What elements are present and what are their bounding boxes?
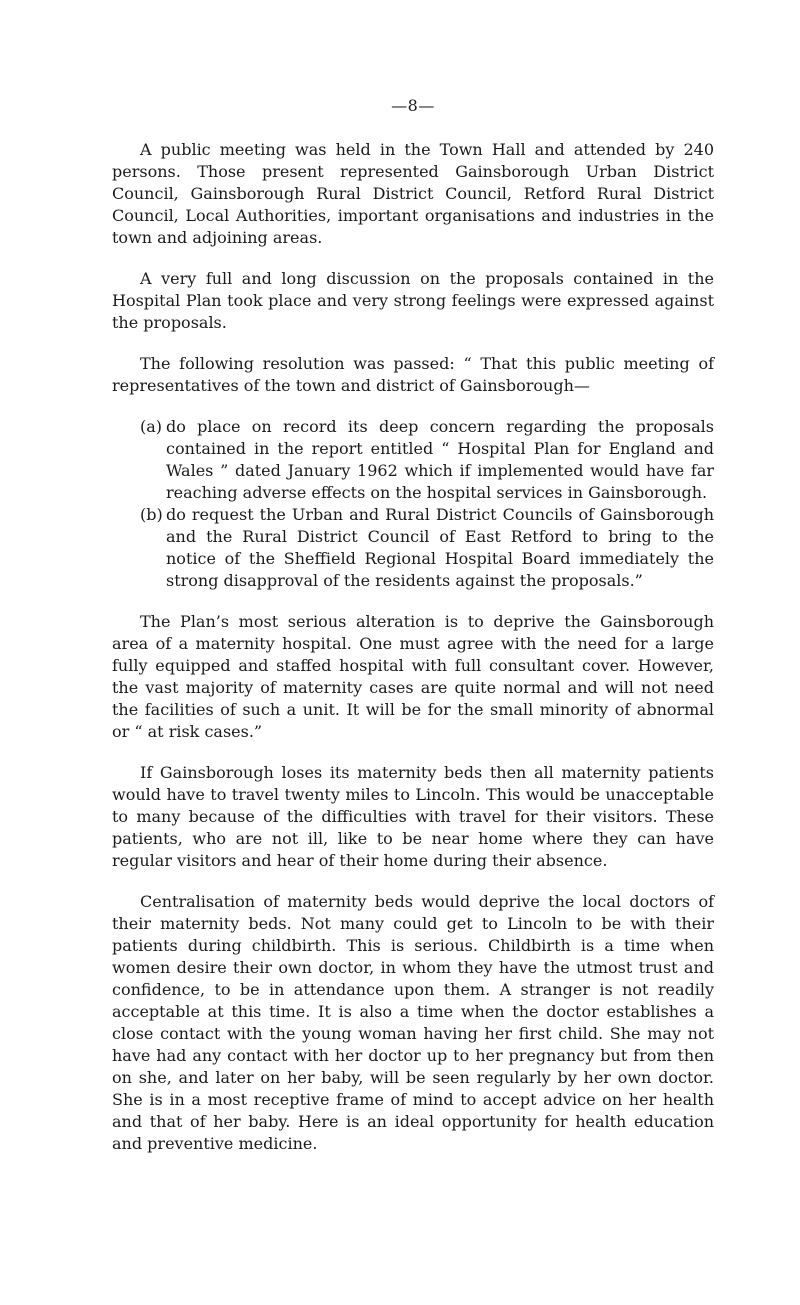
paragraph-travel-to-lincoln: If Gainsborough loses its maternity beds then all maternity patients would have to travel twenty miles to Lincoln. This would be unacceptable to many because of the difficulties with travel for their visitors. These patients, who are not ill, like to be near home where they can have regular visitors and hear of their home during their absence. bbox=[112, 763, 714, 870]
resolution-item-text: do request the Urban and Rural District Councils of Gainsborough and the Rural District Council of East Retford to bring to the notice of the Sheffield Regional Hospital Board immediately the strong disapproval of the residents against the proposals.” bbox=[166, 505, 714, 590]
resolution-item-marker: (a) bbox=[140, 417, 163, 436]
paragraph-discussion: A very full and long discussion on the proposals contained in the Hospital Plan took place and very strong feelings were expressed against the proposals. bbox=[112, 269, 714, 332]
document-page bbox=[112, 96, 714, 1174]
paragraph-resolution-intro: The following resolution was passed: “ That this public meeting of representatives of the town and district of Gainsborough— bbox=[112, 354, 714, 395]
resolution-item-text: do place on record its deep concern regarding the proposals contained in the report entitled “ Hospital Plan for England and Wales ” dated January 1962 which if implemented would have far reaching adverse effects on the hospital services in Gainsborough. bbox=[166, 417, 714, 502]
paragraph-centralisation: Centralisation of maternity beds would deprive the local doctors of their maternity beds. Not many could get to Lincoln to be with their patients during childbirth. This is serious. Childbirth is a time when women desire their own doctor, in whom they have the utmost trust and confidence, to be in attendance upon them. A stranger is not readily acceptable at this time. It is also a time when the doctor establishes a close contact with the young woman having her first child. She may not have had any contact with her doctor up to her pregnancy but from then on she, and later on her baby, will be seen regularly by her own doctor. She is in a most receptive frame of mind to accept advice on her health and that of her baby. Here is an ideal opportunity for health education and preventive medicine. bbox=[112, 892, 714, 1153]
paragraph-plan-alteration: The Plan’s most serious alteration is to deprive the Gainsborough area of a maternity hospital. One must agree with the need for a large fully equipped and staffed hospital with full consultant cover. However, the vast majority of maternity cases are quite normal and will not need the facilities of such a unit. It will be for the small minority of abnormal or “ at risk cases.” bbox=[112, 612, 714, 741]
resolution-item-a bbox=[112, 416, 714, 504]
page-number: —8— bbox=[391, 96, 435, 115]
resolution-item-b bbox=[112, 504, 714, 592]
resolution-item-marker: (b) bbox=[140, 505, 163, 524]
paragraph-public-meeting: A public meeting was held in the Town Hall and attended by 240 persons. Those present represented Gainsborough Urban District Council, Gainsborough Rural District Council, Retford Rural District Council, Local Authorities, important organisations and industries in the town and adjoining areas. bbox=[112, 140, 714, 247]
resolution-list bbox=[112, 416, 714, 592]
